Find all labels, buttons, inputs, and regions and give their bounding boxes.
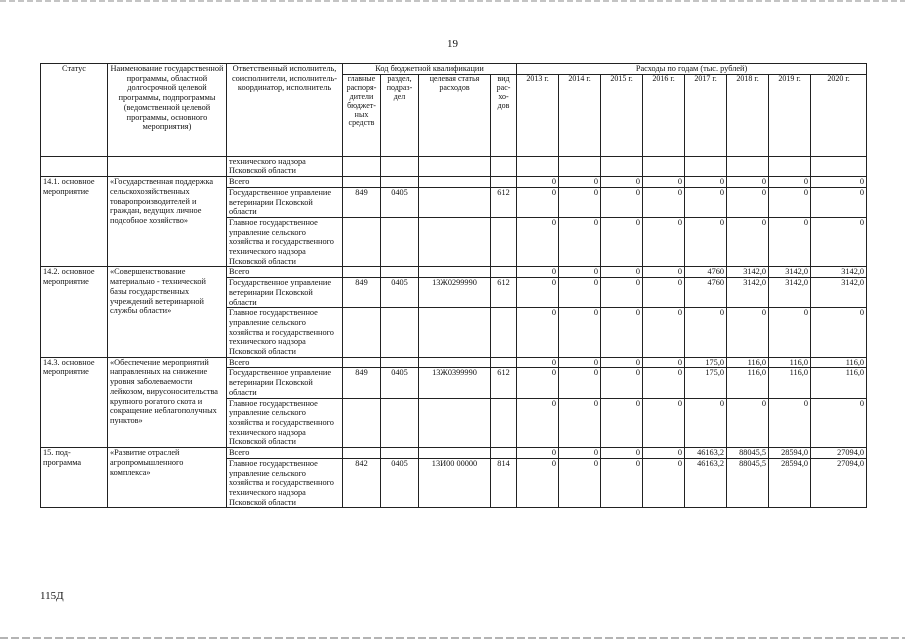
row-razdel [381,267,419,278]
row-name: «Государственная поддержка сельскохозяйственных товаропроизводителей и граждан, ведущих личное подсобное хозяйство» [108,177,227,267]
row-executor: Главное государственное управление сельского хозяйства и государственного технического надзора Псковской области [227,458,343,508]
row-year-value: 27094,0 [811,448,867,459]
row-year-value: 0 [517,217,559,267]
row-razdel [381,357,419,368]
header-executor: Ответственный исполнитель, соисполнители, исполнитель-координатор, исполнитель [227,64,343,157]
row-year-value: 116,0 [811,357,867,368]
row-csr: 13Ж0299990 [419,278,491,308]
row-year-value: 0 [601,448,643,459]
row-year-value: 116,0 [727,357,769,368]
row-executor: Государственное управление ветеринарии Псковской области [227,368,343,398]
row-year-value: 27094,0 [811,458,867,508]
table-body [41,156,867,508]
row-year-value: 0 [601,368,643,398]
row-year-value: 0 [811,187,867,217]
row-year-value: 0 [811,308,867,358]
row-year-value: 0 [601,267,643,278]
header-kbk-group: Код бюджетной квалификации [343,64,517,75]
row-csr: 13Ж0399990 [419,368,491,398]
row-status: 14.3. основное мероприятие [41,357,108,447]
row-status: 14.1. основное мероприятие [41,177,108,267]
header-year: 2015 г. [601,74,643,156]
row-executor: Всего [227,357,343,368]
row-year-value: 0 [559,267,601,278]
row-razdel [381,308,419,358]
row-grbs: 842 [343,458,381,508]
header-razdel: раздел, подраз-дел [381,74,419,156]
row-razdel: 0405 [381,368,419,398]
row-year-value: 0 [727,217,769,267]
row-grbs: 849 [343,278,381,308]
row-year-value: 0 [811,398,867,448]
table-row [41,448,867,459]
row-year-value: 0 [517,308,559,358]
row-year-value: 0 [559,278,601,308]
row-grbs: 849 [343,368,381,398]
continuation-row [41,156,867,176]
row-year-value: 0 [685,398,727,448]
scan-top-edge [0,0,905,2]
row-year-value: 0 [601,357,643,368]
row-year-value: 0 [559,177,601,188]
row-vr: 612 [491,187,517,217]
row-csr [419,448,491,459]
page-number: 19 [447,38,458,50]
row-status: 14.2. основное мероприятие [41,267,108,357]
row-year-value: 46163,2 [685,448,727,459]
row-year-value: 0 [643,458,685,508]
row-executor: Всего [227,267,343,278]
row-year-value: 0 [643,368,685,398]
row-razdel [381,217,419,267]
header-year: 2014 г. [559,74,601,156]
row-year-value: 0 [769,217,811,267]
footer-code: 115Д [40,590,64,602]
row-year-value: 0 [601,187,643,217]
row-year-value: 4760 [685,267,727,278]
continuation-executor: технического надзора Псковской области [227,156,343,176]
budget-table [40,63,867,508]
row-grbs [343,357,381,368]
row-year-value: 0 [685,187,727,217]
row-executor: Главное государственное управление сельского хозяйства и государственного технического надзора Псковской области [227,217,343,267]
row-year-value: 4760 [685,278,727,308]
row-vr [491,177,517,188]
row-year-value: 0 [517,368,559,398]
row-name: «Развитие отраслей агропромышленного комплекса» [108,448,227,508]
row-year-value: 0 [559,217,601,267]
row-csr [419,177,491,188]
row-year-value: 116,0 [727,368,769,398]
row-executor: Всего [227,177,343,188]
table-row [41,357,867,368]
row-csr [419,308,491,358]
row-year-value: 0 [685,177,727,188]
header-year: 2018 г. [727,74,769,156]
scan-bottom-edge [0,637,905,639]
row-csr [419,357,491,368]
row-year-value: 0 [601,217,643,267]
row-year-value: 0 [685,308,727,358]
row-year-value: 28594,0 [769,458,811,508]
row-year-value: 0 [601,278,643,308]
row-year-value: 0 [685,217,727,267]
row-year-value: 116,0 [811,368,867,398]
row-year-value: 3142,0 [811,278,867,308]
row-year-value: 0 [601,177,643,188]
row-year-value: 0 [517,187,559,217]
row-year-value: 0 [643,187,685,217]
row-vr [491,357,517,368]
header-status: Статус [41,64,108,157]
row-razdel [381,398,419,448]
table-row [41,177,867,188]
table-row [41,267,867,278]
row-year-value: 0 [727,187,769,217]
row-year-value: 0 [811,217,867,267]
row-year-value: 175,0 [685,368,727,398]
row-grbs: 849 [343,187,381,217]
row-grbs [343,448,381,459]
header-vr: вид рас-хо-дов [491,74,517,156]
row-year-value: 116,0 [769,357,811,368]
row-year-value: 0 [769,308,811,358]
row-vr [491,398,517,448]
row-year-value: 0 [769,187,811,217]
row-status: 15. под-программа [41,448,108,508]
row-year-value: 0 [811,177,867,188]
row-vr [491,267,517,278]
row-executor: Главное государственное управление сельского хозяйства и государственного технического надзора Псковской области [227,398,343,448]
row-razdel [381,448,419,459]
row-name: «Совершенствование материально - технической базы государственных учреждений ветеринарной службы области» [108,267,227,357]
row-year-value: 3142,0 [727,267,769,278]
row-year-value: 0 [643,398,685,448]
row-csr: 13И00 00000 [419,458,491,508]
row-year-value: 0 [727,177,769,188]
table-header [41,64,867,157]
header-grbs: главные распоря-дители бюджет-ных средств [343,74,381,156]
row-year-value: 88045,5 [727,458,769,508]
row-year-value: 0 [559,368,601,398]
row-year-value: 3142,0 [769,267,811,278]
row-vr [491,217,517,267]
row-grbs [343,398,381,448]
row-year-value: 0 [559,357,601,368]
row-year-value: 0 [643,177,685,188]
row-year-value: 0 [559,398,601,448]
header-year: 2013 г. [517,74,559,156]
row-vr: 814 [491,458,517,508]
row-executor: Государственное управление ветеринарии Псковской области [227,187,343,217]
row-year-value: 0 [643,267,685,278]
row-year-value: 0 [727,398,769,448]
row-year-value: 88045,5 [727,448,769,459]
row-grbs [343,308,381,358]
row-year-value: 3142,0 [811,267,867,278]
row-grbs [343,217,381,267]
row-year-value: 28594,0 [769,448,811,459]
row-grbs [343,177,381,188]
row-razdel [381,177,419,188]
header-csr: целевая статья расходов [419,74,491,156]
row-csr [419,398,491,448]
row-vr: 612 [491,368,517,398]
row-year-value: 0 [643,357,685,368]
header-year: 2017 г. [685,74,727,156]
header-years-group: Расходы по годам (тыс. рублей) [517,64,867,75]
row-year-value: 0 [643,308,685,358]
row-razdel: 0405 [381,458,419,508]
row-razdel: 0405 [381,187,419,217]
row-executor: Государственное управление ветеринарии Псковской области [227,278,343,308]
header-year: 2016 г. [643,74,685,156]
header-name: Наименование государственной программы, областной долгосрочной целевой программы, подпрограммы (ведомственной целевой программы, основного мероприятия) [108,64,227,157]
row-year-value: 0 [769,398,811,448]
row-year-value: 0 [517,398,559,448]
row-year-value: 0 [559,308,601,358]
header-year: 2019 г. [769,74,811,156]
row-executor: Всего [227,448,343,459]
row-vr [491,308,517,358]
row-year-value: 0 [727,308,769,358]
row-year-value: 0 [517,177,559,188]
row-year-value: 46163,2 [685,458,727,508]
row-vr [491,448,517,459]
row-csr [419,187,491,217]
row-year-value: 0 [601,398,643,448]
row-year-value: 0 [517,448,559,459]
row-vr: 612 [491,278,517,308]
row-year-value: 0 [517,267,559,278]
row-year-value: 0 [559,458,601,508]
row-year-value: 0 [601,458,643,508]
row-csr [419,267,491,278]
row-year-value: 0 [643,278,685,308]
row-year-value: 0 [643,217,685,267]
row-year-value: 0 [559,187,601,217]
row-year-value: 0 [601,308,643,358]
row-year-value: 175,0 [685,357,727,368]
row-year-value: 116,0 [769,368,811,398]
row-name: «Обеспечение мероприятий направленных на снижение уровня заболеваемости лейкозом, вирусоносительства крупного рогатого скота и сокращение неблагополучных пунктов» [108,357,227,447]
row-year-value: 0 [517,458,559,508]
row-year-value: 3142,0 [769,278,811,308]
row-year-value: 0 [769,177,811,188]
row-razdel: 0405 [381,278,419,308]
row-year-value: 0 [559,448,601,459]
row-csr [419,217,491,267]
header-year: 2020 г. [811,74,867,156]
row-year-value: 0 [517,357,559,368]
row-year-value: 3142,0 [727,278,769,308]
row-year-value: 0 [643,448,685,459]
row-executor: Главное государственное управление сельского хозяйства и государственного технического надзора Псковской области [227,308,343,358]
row-grbs [343,267,381,278]
row-year-value: 0 [517,278,559,308]
